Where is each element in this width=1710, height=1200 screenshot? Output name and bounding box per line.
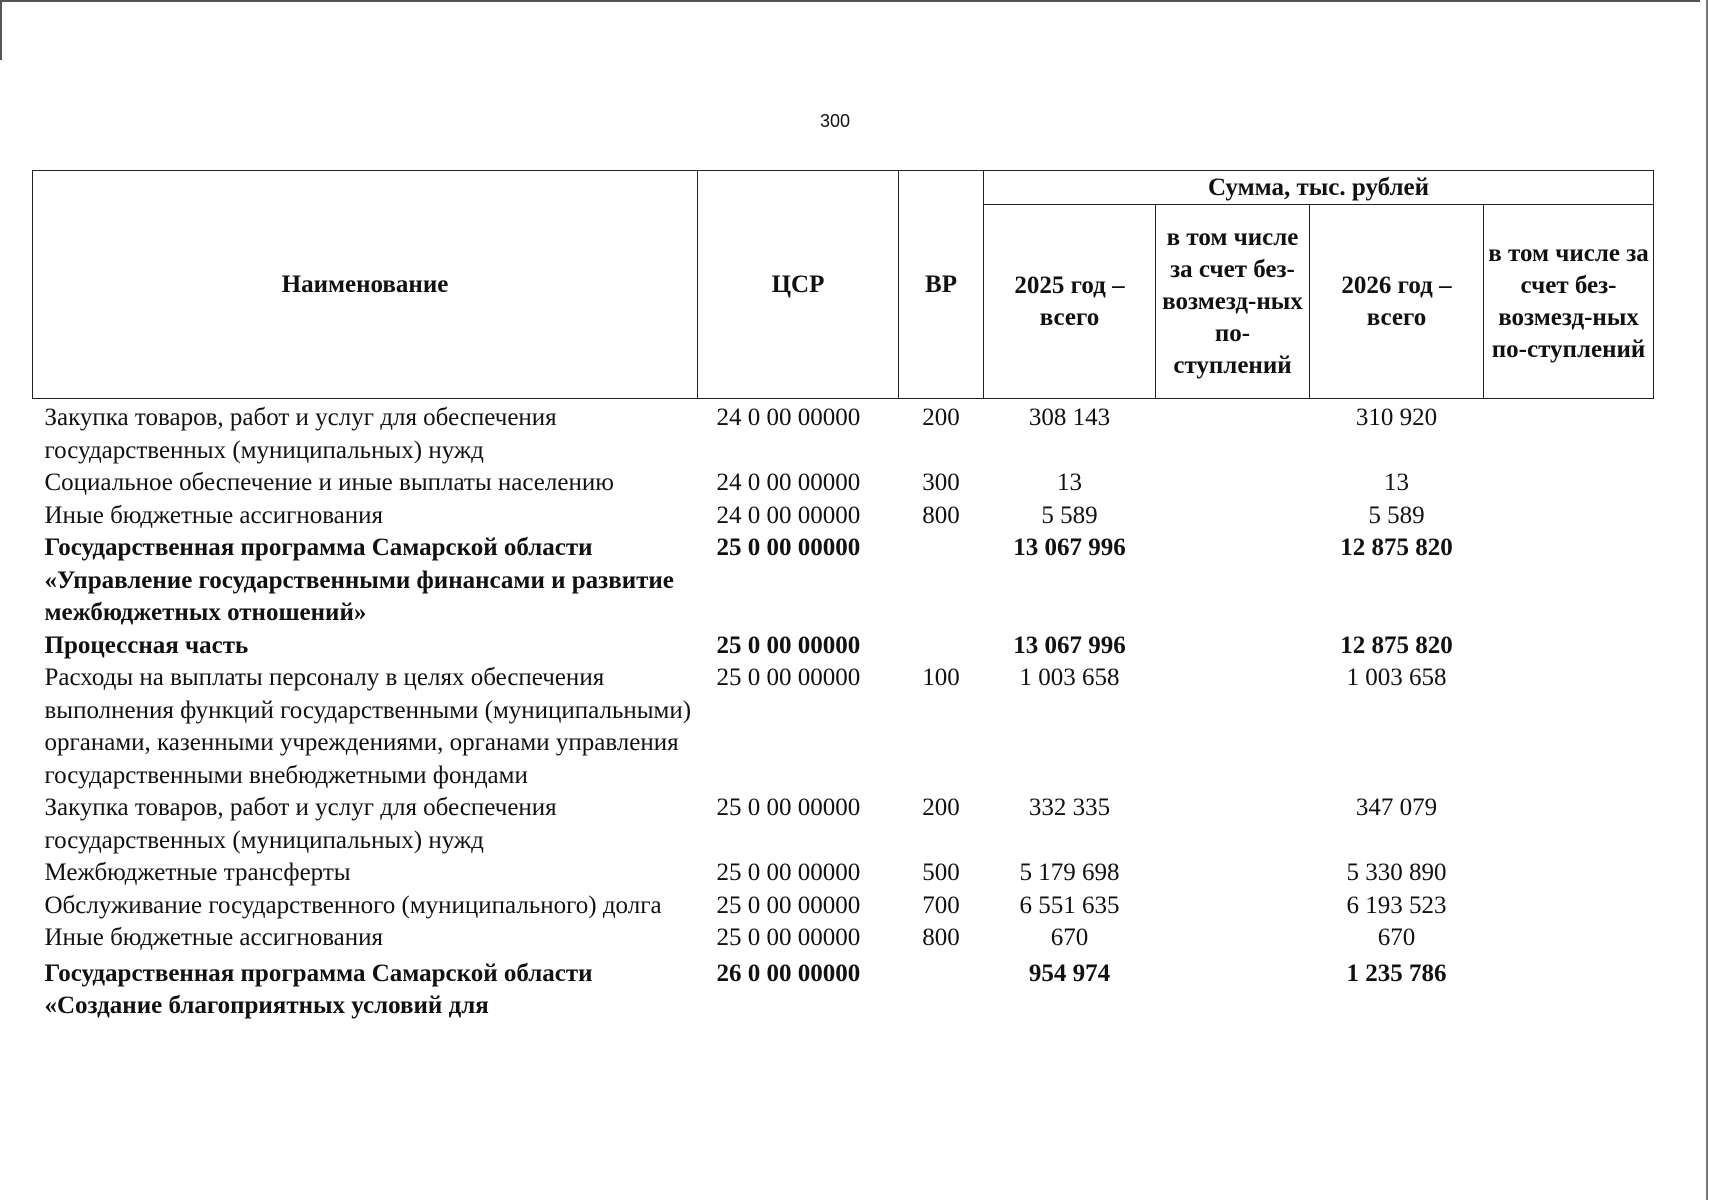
row-name: Закупка товаров, работ и услуг для обеспечения государственных (муниципальных) нужд [44,794,557,854]
row-csr: 25 0 00 00000 [716,631,861,659]
row-2026-total: 1 235 786 [1346,959,1447,987]
header-2025-total: 2025 год – всего [984,205,1156,399]
row-csr: 25 0 00 00000 [716,664,861,691]
table-row [33,532,1654,630]
row-2026-total: 670 [1377,924,1416,951]
table-row [33,467,1654,500]
header-vr: ВР [899,171,984,399]
row-csr: 25 0 00 00000 [716,534,861,561]
row-name: Процессная часть [44,631,249,659]
row-2025-total: 6 551 635 [1019,891,1120,919]
row-2025-free [1156,500,1310,533]
row-2026-free [1484,630,1654,663]
row-2026-total: 1 003 658 [1346,664,1447,691]
row-2026-free [1484,500,1654,533]
row-name: Обслуживание государственного (муниципального) долга [44,891,662,919]
row-2026-total: 12 875 820 [1340,631,1453,659]
row-2025-total: 954 974 [1028,959,1111,987]
row-vr: 100 [922,664,960,691]
table-row [33,890,1654,923]
row-vr: 200 [922,794,960,821]
row-2025-total: 13 067 996 [1013,534,1126,561]
header-2026-free: в том числе за счет без-возмезд-ных по-ступлений [1484,205,1654,399]
row-2025-free [1156,399,1310,468]
budget-table [32,170,1654,1023]
row-2025-total: 5 179 698 [1019,859,1120,886]
row-csr: 25 0 00 00000 [716,891,861,919]
row-2025-total: 5 589 [1041,501,1098,529]
row-2025-total: 13 [1057,469,1082,496]
row-vr: 200 [922,404,960,431]
row-2026-total: 13 [1384,469,1409,496]
table-body [33,399,1654,1023]
row-2026-free [1484,857,1654,890]
row-2025-free [1156,662,1310,792]
row-vr: 300 [922,469,960,496]
row-csr: 25 0 00 00000 [716,794,861,821]
row-csr: 24 0 00 00000 [716,469,861,496]
table-header [33,171,1654,399]
row-2025-free [1156,532,1310,630]
row-2025-total: 1 003 658 [1019,664,1120,691]
row-2025-free [1156,922,1310,955]
row-name: Закупка товаров, работ и услуг для обеспечения государственных (муниципальных) нужд [44,404,557,464]
row-2026-total: 310 920 [1355,404,1438,431]
scan-frame-right [1706,0,1708,1200]
row-2026-free [1484,922,1654,955]
row-vr: 700 [922,891,960,919]
row-2026-free [1484,955,1654,1023]
row-name: Иные бюджетные ассигнования [44,924,384,951]
table-row [33,955,1654,1023]
header-2026-total: 2026 год – всего [1310,205,1484,399]
table-row [33,399,1654,468]
header-sum: Сумма, тыс. рублей [984,171,1654,205]
row-2026-free [1484,792,1654,857]
row-name: Расходы на выплаты персоналу в целях обеспечения выполнения функций государственными (муниципальными) органами, казенными учреждениями, органами управления государственными внебюджетными фондами [44,664,692,789]
row-2025-free [1156,467,1310,500]
row-2025-free [1156,857,1310,890]
table-row [33,630,1654,663]
row-2025-free [1156,630,1310,663]
row-2025-free [1156,955,1310,1023]
row-csr: 24 0 00 00000 [716,404,861,431]
row-2026-total: 12 875 820 [1340,534,1453,561]
scan-frame-left [0,0,2,60]
scan-frame-top [0,0,1700,2]
row-vr: 800 [922,501,960,529]
row-vr: 800 [922,924,960,951]
row-2026-free [1484,399,1654,468]
row-name: Межбюджетные трансферты [44,859,351,886]
row-name: Государственная программа Самарской области «Управление государственными финансами и развитие межбюджетных отношений» [44,534,674,626]
table-row [33,662,1654,792]
row-csr: 24 0 00 00000 [716,501,861,529]
row-2025-free [1156,792,1310,857]
row-vr: 500 [922,859,960,886]
row-2026-free [1484,532,1654,630]
table-row [33,500,1654,533]
row-name: Социальное обеспечение и иные выплаты населению [44,469,614,496]
row-2026-total: 5 589 [1368,501,1425,529]
row-2025-total: 670 [1050,924,1089,951]
row-2026-total: 347 079 [1355,794,1438,821]
table-row [33,792,1654,857]
row-2026-free [1484,890,1654,923]
row-2025-total: 332 335 [1028,794,1111,821]
row-2025-total: 308 143 [1028,404,1111,431]
row-2025-free [1156,890,1310,923]
row-2026-free [1484,662,1654,792]
row-name: Иные бюджетные ассигнования [44,501,384,529]
header-name: Наименование [33,171,698,399]
row-2025-total: 13 067 996 [1013,631,1126,659]
row-2026-free [1484,467,1654,500]
row-2026-total: 6 193 523 [1346,891,1447,919]
header-2025-free: в том числе за счет без-возмезд-ных по-ступлений [1156,205,1310,399]
row-csr: 25 0 00 00000 [716,924,861,951]
row-vr [899,532,984,630]
row-2026-total: 5 330 890 [1346,859,1447,886]
row-name: Государственная программа Самарской области «Создание благоприятных условий для [44,959,593,1019]
row-csr: 26 0 00 00000 [716,959,861,987]
header-csr: ЦСР [698,171,899,399]
table-row [33,857,1654,890]
row-csr: 25 0 00 00000 [716,859,861,886]
page-number: 300 [819,111,851,131]
row-vr [899,630,984,663]
table-row [33,922,1654,955]
row-vr [899,955,984,1023]
